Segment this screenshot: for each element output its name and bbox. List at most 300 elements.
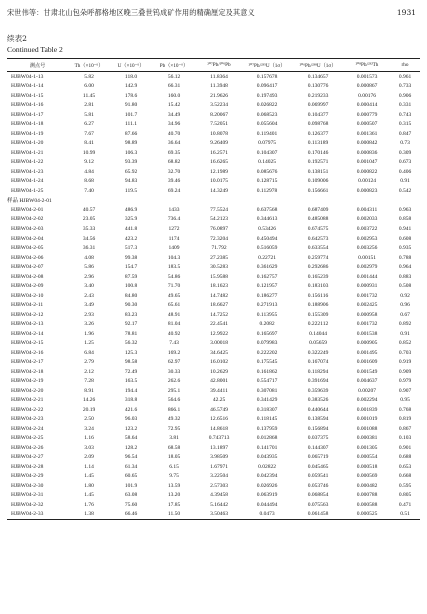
value-cell: 3.50463 bbox=[210, 511, 228, 518]
value-cell: 1.67971 bbox=[210, 463, 228, 470]
value-cell: 40.70 bbox=[167, 130, 181, 137]
value-cell: 10.0175 bbox=[210, 178, 228, 185]
value-cell: 0.14044 bbox=[309, 330, 327, 337]
spot-id-cell: HJBW04-1-14 bbox=[11, 83, 44, 90]
value-cell: 0.653 bbox=[398, 463, 412, 470]
table-row bbox=[7, 72, 420, 82]
value-cell: 0.633554 bbox=[307, 245, 329, 252]
spot-id-cell: HJBW04-2-10 bbox=[11, 292, 44, 299]
value-cell: 0.000958 bbox=[356, 311, 378, 318]
column-header: Th（×10⁻⁶） bbox=[74, 62, 104, 69]
value-cell: 14.7482 bbox=[210, 292, 228, 299]
value-cell: 1409 bbox=[168, 245, 180, 252]
value-cell: 13.1897 bbox=[210, 444, 228, 451]
value-cell: 0.037375 bbox=[307, 435, 329, 442]
value-cell: 178.6 bbox=[124, 92, 138, 99]
table-row bbox=[7, 453, 420, 463]
table-row bbox=[7, 205, 420, 215]
value-cell: 0.92 bbox=[400, 292, 410, 299]
value-cell: 66.46 bbox=[124, 511, 138, 518]
table-row bbox=[7, 500, 420, 510]
spot-id-cell: HJBW04-2-31 bbox=[11, 492, 44, 499]
value-cell: 17.85 bbox=[167, 501, 181, 508]
value-cell: 83.23 bbox=[124, 311, 138, 318]
value-cell: 0.001732 bbox=[356, 321, 378, 328]
value-cell: 42.25 bbox=[212, 397, 226, 404]
value-cell: 71.792 bbox=[211, 245, 227, 252]
value-cell: 1.38 bbox=[84, 511, 94, 518]
spot-id-cell: HJBW04-2-23 bbox=[11, 416, 44, 423]
value-cell: 11.50 bbox=[167, 511, 181, 518]
value-cell: 0.126377 bbox=[307, 130, 329, 137]
value-cell: 49.32 bbox=[167, 416, 181, 423]
value-cell: 119.5 bbox=[124, 187, 138, 194]
value-cell: 0.901 bbox=[398, 444, 412, 451]
value-cell: 0.907 bbox=[398, 387, 412, 394]
value-cell: 8.68 bbox=[84, 178, 94, 185]
value-cell: 0.892 bbox=[398, 321, 412, 328]
value-cell: 14.8618 bbox=[210, 425, 228, 432]
column-header: ²⁰⁷Pb/²⁰⁶Pb bbox=[207, 62, 231, 68]
value-cell: 87.59 bbox=[124, 273, 138, 280]
value-cell: 0.167074 bbox=[307, 359, 329, 366]
value-cell: 125.3 bbox=[124, 349, 138, 356]
value-cell: 0.104307 bbox=[256, 149, 278, 156]
table-row bbox=[7, 82, 420, 92]
spot-id-cell: HJBW04-2-05 bbox=[11, 245, 44, 252]
value-cell: 0.02822 bbox=[258, 463, 276, 470]
value-cell: 11.8364 bbox=[210, 73, 228, 80]
value-cell: 0.155309 bbox=[307, 311, 329, 318]
table-row bbox=[7, 424, 420, 434]
value-cell: 0.391694 bbox=[307, 378, 329, 385]
spot-id-cell: HJBW04-2-17 bbox=[11, 359, 44, 366]
table-row bbox=[7, 329, 420, 339]
value-cell: 0.674575 bbox=[307, 226, 329, 232]
value-cell: 0.045465 bbox=[307, 463, 329, 470]
value-cell: 0.068523 bbox=[256, 111, 278, 118]
value-cell: 1.25 bbox=[84, 340, 94, 347]
value-cell: 262.6 bbox=[167, 378, 181, 385]
spot-id-cell: HJBW04-2-33 bbox=[11, 511, 44, 518]
spot-id-cell: HJBW04-2-27 bbox=[11, 454, 44, 461]
value-cell: 1272 bbox=[168, 226, 180, 232]
table-row bbox=[7, 396, 420, 406]
value-cell: 0.67 bbox=[400, 311, 410, 318]
value-cell: 4.08 bbox=[84, 254, 94, 261]
value-cell: 0.001573 bbox=[356, 73, 378, 80]
spot-id-cell: HJBW04-1-22 bbox=[11, 159, 44, 166]
value-cell: 49.65 bbox=[167, 292, 181, 299]
value-cell: 0.847 bbox=[398, 130, 412, 137]
value-cell: 20.19 bbox=[82, 406, 96, 413]
value-cell: 68.58 bbox=[167, 444, 181, 451]
value-cell: 0.883 bbox=[398, 273, 412, 280]
value-cell: 9.12 bbox=[84, 159, 94, 166]
value-cell: 325.9 bbox=[124, 216, 138, 223]
value-cell: 12.6516 bbox=[210, 416, 228, 423]
value-cell: 0.858 bbox=[398, 216, 412, 223]
value-cell: 30.5283 bbox=[210, 264, 228, 271]
value-cell: 0.001047 bbox=[356, 159, 378, 166]
value-cell: 8.41 bbox=[84, 140, 94, 147]
value-cell: 34.96 bbox=[167, 121, 181, 128]
value-cell: 78.81 bbox=[124, 330, 138, 337]
value-cell: 118.0 bbox=[124, 73, 138, 80]
value-cell: 0.175545 bbox=[256, 359, 278, 366]
value-cell: 0.186277 bbox=[256, 292, 278, 299]
spot-id-cell: HJBW04-2-18 bbox=[11, 368, 44, 375]
value-cell: 0.197493 bbox=[256, 92, 278, 99]
value-cell: 72.49 bbox=[124, 368, 138, 375]
value-cell: 0.085676 bbox=[256, 168, 278, 175]
spot-id-cell: HJBW04-1-24 bbox=[11, 178, 44, 185]
value-cell: 0.906 bbox=[398, 92, 412, 99]
value-cell: 0.743713 bbox=[208, 435, 230, 442]
value-cell: 32.70 bbox=[167, 168, 181, 175]
value-cell: 0.000823 bbox=[356, 187, 378, 194]
value-cell: 9.26409 bbox=[210, 140, 228, 147]
value-cell: 0.001361 bbox=[356, 130, 378, 137]
value-cell: 0.768 bbox=[398, 406, 412, 413]
value-cell: 71.70 bbox=[167, 283, 181, 290]
value-cell: 0.000507 bbox=[356, 121, 378, 128]
value-cell: 0.118294 bbox=[307, 368, 329, 375]
column-header: ²⁰⁷Pb/²³⁵U（1σ） bbox=[248, 62, 286, 69]
value-cell: 0.979 bbox=[398, 378, 412, 385]
value-cell: 318.8 bbox=[124, 397, 138, 404]
table-row bbox=[7, 281, 420, 291]
table-row bbox=[7, 405, 420, 415]
value-cell: 54.2123 bbox=[210, 216, 228, 223]
value-cell: 0.000836 bbox=[356, 149, 378, 156]
spot-id-cell: HJBW04-1-15 bbox=[11, 92, 44, 99]
value-cell: 0.000569 bbox=[356, 473, 378, 480]
value-cell: 90.30 bbox=[124, 302, 138, 309]
value-cell: 68.82 bbox=[167, 159, 181, 166]
value-cell: 7.52051 bbox=[210, 121, 228, 128]
running-header bbox=[7, 6, 420, 20]
value-cell: 39.4411 bbox=[210, 387, 228, 394]
spot-id-cell: HJBW04-2-32 bbox=[11, 501, 44, 508]
value-cell: 0.406 bbox=[398, 168, 412, 175]
table-row bbox=[7, 291, 420, 301]
column-header: U（×10⁻⁶） bbox=[117, 62, 145, 69]
table-row bbox=[7, 129, 420, 139]
value-cell: 0.000822 bbox=[356, 168, 378, 175]
table-row bbox=[7, 186, 420, 196]
value-cell: 0.156116 bbox=[307, 292, 329, 299]
value-cell: 0.162757 bbox=[256, 273, 278, 280]
value-cell: 0.733 bbox=[398, 83, 412, 90]
value-cell: 2.57303 bbox=[210, 482, 228, 489]
value-cell: 1433 bbox=[168, 206, 180, 213]
value-cell: 0.113189 bbox=[307, 140, 329, 147]
value-cell: 0.043935 bbox=[256, 454, 278, 461]
value-cell: 22.4541 bbox=[210, 321, 228, 328]
value-cell: 13.20 bbox=[167, 492, 181, 499]
value-cell: 99.38 bbox=[124, 254, 138, 261]
value-cell: 423.2 bbox=[124, 235, 138, 242]
value-cell: 69.35 bbox=[167, 149, 181, 156]
value-cell: 0.595 bbox=[398, 482, 412, 489]
value-cell: 18.6627 bbox=[210, 302, 228, 309]
spot-id-cell: HJBW04-2-04 bbox=[11, 235, 44, 242]
value-cell: 3.00018 bbox=[210, 340, 228, 347]
table-row bbox=[7, 367, 420, 377]
value-cell: 3.52234 bbox=[210, 102, 228, 109]
value-cell: 0.07975 bbox=[258, 140, 276, 147]
value-cell: 0.450494 bbox=[256, 235, 278, 242]
value-cell: 0.112978 bbox=[256, 187, 278, 194]
value-cell: 0.188906 bbox=[307, 302, 329, 309]
table-row bbox=[7, 386, 420, 396]
table-row bbox=[7, 262, 420, 272]
value-cell: 0.170146 bbox=[307, 149, 329, 156]
value-cell: 0.001609 bbox=[356, 359, 378, 366]
value-cell: 0.318307 bbox=[256, 406, 278, 413]
value-cell: 1.96 bbox=[84, 330, 94, 337]
value-cell: 0.137959 bbox=[256, 425, 278, 432]
value-cell: 63.08 bbox=[124, 492, 138, 499]
value-cell: 0.003722 bbox=[356, 226, 378, 232]
value-cell: 0.000482 bbox=[356, 482, 378, 489]
column-header: ²⁰⁶Pb/²³⁸U（1σ） bbox=[299, 62, 337, 69]
value-cell: 0.144307 bbox=[307, 444, 329, 451]
value-cell: 0.192571 bbox=[307, 159, 329, 166]
table-row bbox=[7, 443, 420, 453]
value-cell: 0.075563 bbox=[307, 501, 329, 508]
value-cell: 0.909 bbox=[398, 368, 412, 375]
value-cell: 194.4 bbox=[124, 387, 138, 394]
value-cell: 2.79 bbox=[84, 359, 94, 366]
spot-id-cell: HJBW04-1-16 bbox=[11, 102, 44, 109]
spot-id-cell: HJBW04-2-21 bbox=[11, 397, 44, 404]
value-cell: 1.45 bbox=[84, 473, 94, 480]
value-cell: 5.86 bbox=[84, 264, 94, 271]
spot-id-cell: HJBW04-2-15 bbox=[11, 340, 44, 347]
value-cell: 34.49 bbox=[167, 111, 181, 118]
value-cell: 2.43 bbox=[84, 292, 94, 299]
value-cell: 0.554717 bbox=[256, 378, 278, 385]
value-cell: 486.9 bbox=[124, 206, 138, 213]
value-cell: 295.1 bbox=[167, 387, 181, 394]
value-cell: 0.044494 bbox=[256, 501, 278, 508]
value-cell: 12.9922 bbox=[210, 330, 228, 337]
page-number: 1931 bbox=[396, 8, 416, 17]
value-cell: 0.963 bbox=[398, 206, 412, 213]
value-cell: 3.26 bbox=[84, 321, 94, 328]
value-cell: 10.99 bbox=[82, 149, 96, 156]
spot-id-cell: HJBW04-2-30 bbox=[11, 482, 44, 489]
value-cell: 40.92 bbox=[167, 330, 181, 337]
value-cell: 441.8 bbox=[124, 226, 138, 232]
value-cell: 0.322249 bbox=[307, 349, 329, 356]
spot-id-cell: HJBW04-2-07 bbox=[11, 264, 44, 271]
value-cell: 0.96 bbox=[400, 302, 410, 309]
value-cell: 0.608 bbox=[398, 235, 412, 242]
value-cell: 0.471 bbox=[398, 501, 412, 508]
value-cell: 0.183103 bbox=[307, 283, 329, 290]
table-row bbox=[7, 91, 420, 101]
value-cell: 30.33 bbox=[167, 368, 181, 375]
value-cell: 517.3 bbox=[124, 245, 138, 252]
sample-group-row bbox=[7, 196, 420, 206]
spot-id-cell: HJBW04-2-13 bbox=[11, 321, 44, 328]
value-cell: 0.00124 bbox=[358, 178, 376, 185]
value-cell: 0.91 bbox=[400, 330, 410, 337]
value-cell: 35.33 bbox=[82, 226, 96, 232]
value-cell: 0.004311 bbox=[356, 206, 378, 213]
table-row bbox=[7, 110, 420, 120]
table-row bbox=[7, 462, 420, 472]
value-cell: 0.331 bbox=[398, 102, 412, 109]
table-row bbox=[7, 224, 420, 234]
value-cell: 14.3249 bbox=[210, 187, 228, 194]
value-cell: 0.341429 bbox=[256, 397, 278, 404]
value-cell: 100.8 bbox=[124, 283, 138, 290]
table-row bbox=[7, 253, 420, 263]
column-header: ²⁰⁸Pb/²³²Th bbox=[355, 62, 379, 68]
value-cell: 0.103 bbox=[398, 435, 412, 442]
value-cell: 98.58 bbox=[124, 359, 138, 366]
value-cell: 0.292686 bbox=[307, 264, 329, 271]
value-cell: 0.309 bbox=[398, 149, 412, 156]
spot-id-cell: HJBW04-2-25 bbox=[11, 435, 44, 442]
value-cell: 0.703 bbox=[398, 349, 412, 356]
value-cell: 0.688 bbox=[398, 454, 412, 461]
spot-id-cell: HJBW04-2-09 bbox=[11, 283, 44, 290]
value-cell: 0.819 bbox=[398, 416, 412, 423]
value-cell: 0.161862 bbox=[256, 368, 278, 375]
value-cell: 0.383526 bbox=[307, 397, 329, 404]
value-cell: 3.24 bbox=[84, 425, 94, 432]
value-cell: 0.91 bbox=[400, 178, 410, 185]
value-cell: 104.3 bbox=[167, 254, 181, 261]
spot-id-cell: HJBW04-2-08 bbox=[11, 273, 44, 280]
value-cell: 0.000867 bbox=[356, 83, 378, 90]
table-row bbox=[7, 472, 420, 482]
value-cell: 9.75 bbox=[169, 473, 179, 480]
spot-id-cell: HJBW04-2-24 bbox=[11, 425, 44, 432]
value-cell: 0.687409 bbox=[307, 206, 329, 213]
value-cell: 0.000518 bbox=[356, 463, 378, 470]
spot-id-cell: HJBW04-1-25 bbox=[11, 187, 44, 194]
value-cell: 0.788 bbox=[398, 254, 412, 261]
value-cell: 0.079983 bbox=[256, 340, 278, 347]
value-cell: 5.16442 bbox=[210, 501, 228, 508]
value-cell: 169.2 bbox=[167, 349, 181, 356]
value-cell: 0.138594 bbox=[307, 416, 329, 423]
value-cell: 21.9626 bbox=[210, 92, 228, 99]
value-cell: 39.46 bbox=[167, 178, 181, 185]
value-cell: 8.91 bbox=[84, 387, 94, 394]
value-cell: 0.063919 bbox=[256, 492, 278, 499]
value-cell: 0.000905 bbox=[356, 340, 378, 347]
value-cell: 18.1623 bbox=[210, 283, 228, 290]
value-cell: 0.673 bbox=[398, 159, 412, 166]
value-cell: 0.2082 bbox=[259, 321, 275, 328]
value-cell: 14.26 bbox=[82, 397, 96, 404]
value-cell: 14.7252 bbox=[210, 311, 228, 318]
value-cell: 40.57 bbox=[82, 206, 96, 213]
value-cell: 1.45 bbox=[84, 492, 94, 499]
table-row bbox=[7, 377, 420, 387]
value-cell: 3.22504 bbox=[210, 473, 228, 480]
data-table bbox=[7, 58, 420, 520]
value-cell: 1174 bbox=[168, 235, 180, 242]
value-cell: 0.053746 bbox=[307, 482, 329, 489]
spot-id-cell: HJBW04-1-17 bbox=[11, 111, 44, 118]
value-cell: 34.6425 bbox=[210, 349, 228, 356]
table-row bbox=[7, 234, 420, 244]
value-cell: 160.0 bbox=[167, 92, 181, 99]
value-cell: 87.66 bbox=[124, 130, 138, 137]
value-cell: 0.961 bbox=[398, 73, 412, 80]
value-cell: 92.17 bbox=[124, 321, 138, 328]
value-cell: 0.002979 bbox=[356, 264, 378, 271]
value-cell: 0.000525 bbox=[356, 511, 378, 518]
value-cell: 0.222112 bbox=[307, 321, 329, 328]
value-cell: 0.000779 bbox=[356, 111, 378, 118]
value-cell: 3.81 bbox=[169, 435, 179, 442]
value-cell: 7.43 bbox=[169, 340, 179, 347]
value-cell: 7.40 bbox=[84, 187, 94, 194]
spot-id-cell: HJBW04-2-20 bbox=[11, 387, 44, 394]
value-cell: 0.118145 bbox=[256, 416, 278, 423]
value-cell: 5.81 bbox=[84, 111, 94, 118]
value-cell: 16.0102 bbox=[210, 359, 228, 366]
value-cell: 65.92 bbox=[124, 168, 138, 175]
value-cell: 0.002953 bbox=[356, 235, 378, 242]
table-row bbox=[7, 139, 420, 149]
value-cell: 0.05659 bbox=[309, 340, 327, 347]
value-cell: 0.95 bbox=[400, 397, 410, 404]
value-cell: 0.000381 bbox=[356, 435, 378, 442]
value-cell: 0.315 bbox=[398, 121, 412, 128]
value-cell: 94.83 bbox=[124, 178, 138, 185]
value-cell: 0.001538 bbox=[356, 330, 378, 337]
value-cell: 98.89 bbox=[124, 140, 138, 147]
value-cell: 163.5 bbox=[124, 378, 138, 385]
value-cell: 8.20067 bbox=[210, 111, 228, 118]
value-cell: 0.000414 bbox=[356, 102, 378, 109]
value-cell: 3.40 bbox=[84, 283, 94, 290]
table-row bbox=[7, 300, 420, 310]
value-cell: 123.2 bbox=[124, 425, 138, 432]
table-row bbox=[7, 215, 420, 225]
value-cell: 0.440644 bbox=[307, 406, 329, 413]
value-cell: 0.508 bbox=[398, 283, 412, 290]
value-cell: 0.00207 bbox=[358, 387, 376, 394]
value-cell: 4.39458 bbox=[210, 492, 228, 499]
table-row bbox=[7, 510, 420, 520]
value-cell: 0.165697 bbox=[256, 330, 278, 337]
value-cell: 0.119401 bbox=[256, 130, 278, 137]
spot-id-cell: HJBW04-2-28 bbox=[11, 463, 44, 470]
value-cell: 75.60 bbox=[124, 501, 138, 508]
value-cell: 2.50 bbox=[84, 416, 94, 423]
value-cell: 0.002294 bbox=[356, 397, 378, 404]
value-cell: 10.8078 bbox=[210, 130, 228, 137]
value-cell: 0.156661 bbox=[307, 187, 329, 194]
value-cell: 13.59 bbox=[167, 482, 181, 489]
spot-id-cell: HJBW04-2-11 bbox=[11, 302, 44, 309]
table-row bbox=[7, 272, 420, 282]
table-row bbox=[7, 357, 420, 367]
table-row bbox=[7, 120, 420, 130]
table-header-row bbox=[7, 59, 420, 72]
